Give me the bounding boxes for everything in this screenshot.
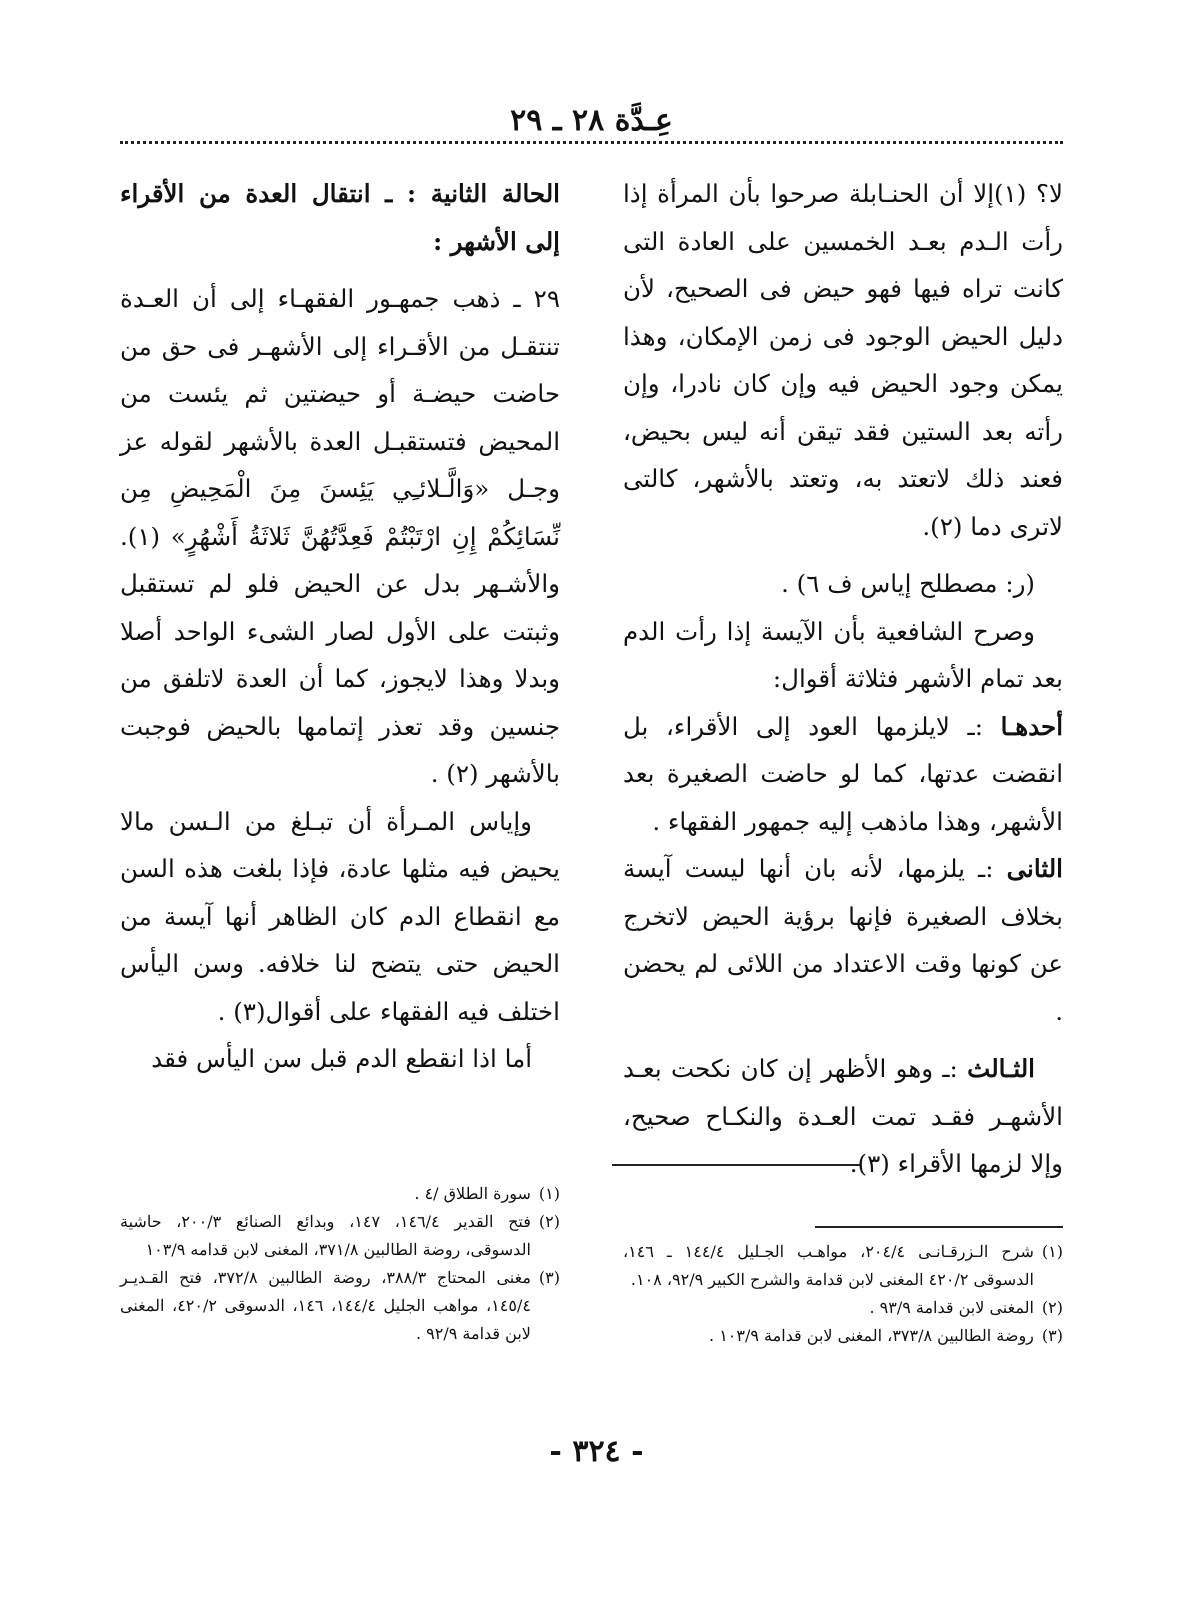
footnote-rule bbox=[815, 1226, 1063, 1228]
footnote-number: (٢) bbox=[538, 1212, 560, 1231]
paragraph: ٢٩ ـ ذهب جمهـور الفقهـاء إلى أن العـدة تنتقـل من الأقـراء إلى الأشهـر فى حق من حاضت حيضـة أو حيضتين ثم يئست من المحيض فتستقبـل العدة بالأشهر لقوله عز وجـل «وَالَّـلائـِي يَئِسنَ مِنَ الْمَحِيضِ مِن نِّسَائِكُمْ إِنِ ارْتَبْتُمْ فَعِدَّتُهُنَّ ثَلاثَةُ أَشْهُرٍ» (١). والأشـهر بدل عن الحيض فلو لم تستقبل وثبتت على الأول لصار الشىء الواحد أصلا وبدلا وهذا لايجوز، كما أن العدة لاتلفق من جنسين وقد تعذر إتمامها بالحيض فوجبت بالأشهر (٢) . bbox=[120, 284, 560, 788]
footnote-number: (٢) bbox=[1041, 1298, 1063, 1317]
paragraph: (ر: مصطلح إياس ف ٦) . bbox=[781, 569, 1035, 598]
paragraph: وصرح الشافعية بأن الآيسة إذا رأت الدم بعد تمام الأشهر فثلاثة أقوال: bbox=[623, 616, 1063, 693]
opinion-paragraph bbox=[623, 845, 1063, 1035]
footnote-number: (٣) bbox=[538, 1268, 560, 1287]
footnote bbox=[623, 1322, 1063, 1350]
footnote bbox=[120, 1264, 560, 1348]
left-column bbox=[120, 170, 560, 1083]
footnote-text: مغنى المحتاج ٣٨٨/٣، روضة الطالبين ٣٧٢/٨، فتح القـديـر ١٤٥/٤، مواهب الجليل ١٤٤/٤، ١٤٦، الدسوقى ٤٢٠/٢، المغنى لابن قدامة ٩٢/٩ . bbox=[120, 1268, 531, 1343]
right-footnotes bbox=[623, 1238, 1063, 1350]
opinion-label: الثانى bbox=[1006, 854, 1063, 883]
paragraph: أما اذا انقطع الدم قبل سن اليأس فقد bbox=[151, 1044, 532, 1073]
right-column bbox=[623, 170, 1063, 1188]
footnote-text: روضة الطالبين ٣٧٣/٨، المغنى لابن قدامة ١٠٣/٩ . bbox=[709, 1326, 1034, 1345]
page-number: - ٣٢٤ - bbox=[549, 1434, 644, 1469]
footnote-text: المغنى لابن قدامة ٩٣/٩ . bbox=[869, 1298, 1034, 1317]
opinion-text: :ـ يلزمها، لأنه بان أنها ليست آيسة بخلاف الصغيرة فإنها برؤية الحيض لاتخرج عن كونها وقت الاعتداد من اللائى لم يحضن . bbox=[623, 854, 1063, 1026]
section-heading bbox=[120, 170, 560, 265]
footnote-text: شرح الـزرقـانـى ٢٠٤/٤، مواهـب الجـليل ١٤٤/٤ ـ ١٤٦، الدسوقى ٤٢٠/٢ المغنى لابن قدامة والشرح الكبير ٩٢/٩، ١٠٨. bbox=[623, 1242, 1034, 1289]
header-dotted-rule bbox=[120, 141, 1063, 144]
footnote-text: سورة الطلاق /٤ . bbox=[414, 1184, 531, 1203]
section-heading-text: الحالة الثانية : ـ انتقال العدة من الأقراء إلى الأشهر : bbox=[120, 179, 560, 256]
opinion-paragraph bbox=[623, 703, 1063, 846]
running-header: عِـدَّة ٢٨ ـ ٢٩ bbox=[510, 103, 673, 138]
footnote-text: فتح القدير ١٤٦/٤، ١٤٧، وبدائع الصنائع ٢٠٠/٣، حاشية الدسوقى، روضة الطالبين ٣٧١/٨، المغنى لابن قدامه ١٠٣/٩ bbox=[120, 1212, 531, 1259]
footnote bbox=[623, 1238, 1063, 1294]
opinion-text: :ـ وهو الأظهر إن كان نكحت بعـد الأشهـر فقـد تمت العـدة والنكـاح صحيح، وإلا لزمها الأقراء (٣). bbox=[623, 1054, 1063, 1178]
footnote bbox=[120, 1208, 560, 1264]
paragraph: لا؟ (١)إلا أن الحنـابلة صرحوا بأن المرأة إذا رأت الـدم بعـد الخمسين على العادة التى كانت تراه فيها فهو حيض فى الصحيح، لأن دليل الحيض الوجود فى زمن الإمكان، وهذا يمكن وجود الحيض فيه وإن كان نادرا، وإن رأته بعد الستين فقد تيقن أنه ليس بحيض، فعند ذلك لاتعتد به، وتعتد بالأشهر، كالتى لاترى دما (٢). bbox=[623, 179, 1063, 541]
left-footnotes bbox=[120, 1180, 560, 1348]
footnote bbox=[120, 1180, 560, 1208]
paragraph: وإياس المـرأة أن تبـلغ من الـسن مالا يحيض فيه مثلها عادة، فإذا بلغت هذه السن مع انقطاع الدم كان الظاهر أنها آيسة من الحيض حتى يتضح لنا خلافه. وسن اليأس اختلف فيه الفقهاء على أقوال(٣) . bbox=[120, 806, 560, 1026]
footnote-number: (١) bbox=[538, 1184, 560, 1203]
opinion-label: الثـالث bbox=[967, 1054, 1035, 1083]
footnote bbox=[623, 1294, 1063, 1322]
footnote-number: (٣) bbox=[1041, 1326, 1063, 1345]
footnote-rule bbox=[612, 1164, 860, 1166]
opinion-text: :ـ لايلزمها العود إلى الأقراء، بل انقضت عدتها، كما لو حاضت الصغيرة بعد الأشهر، وهذا ماذهب إليه جمهور الفقهاء . bbox=[623, 711, 1063, 836]
footnote-number: (١) bbox=[1041, 1242, 1063, 1261]
opinion-paragraph bbox=[623, 1045, 1063, 1188]
opinion-label: أحدهـا bbox=[1000, 711, 1063, 741]
